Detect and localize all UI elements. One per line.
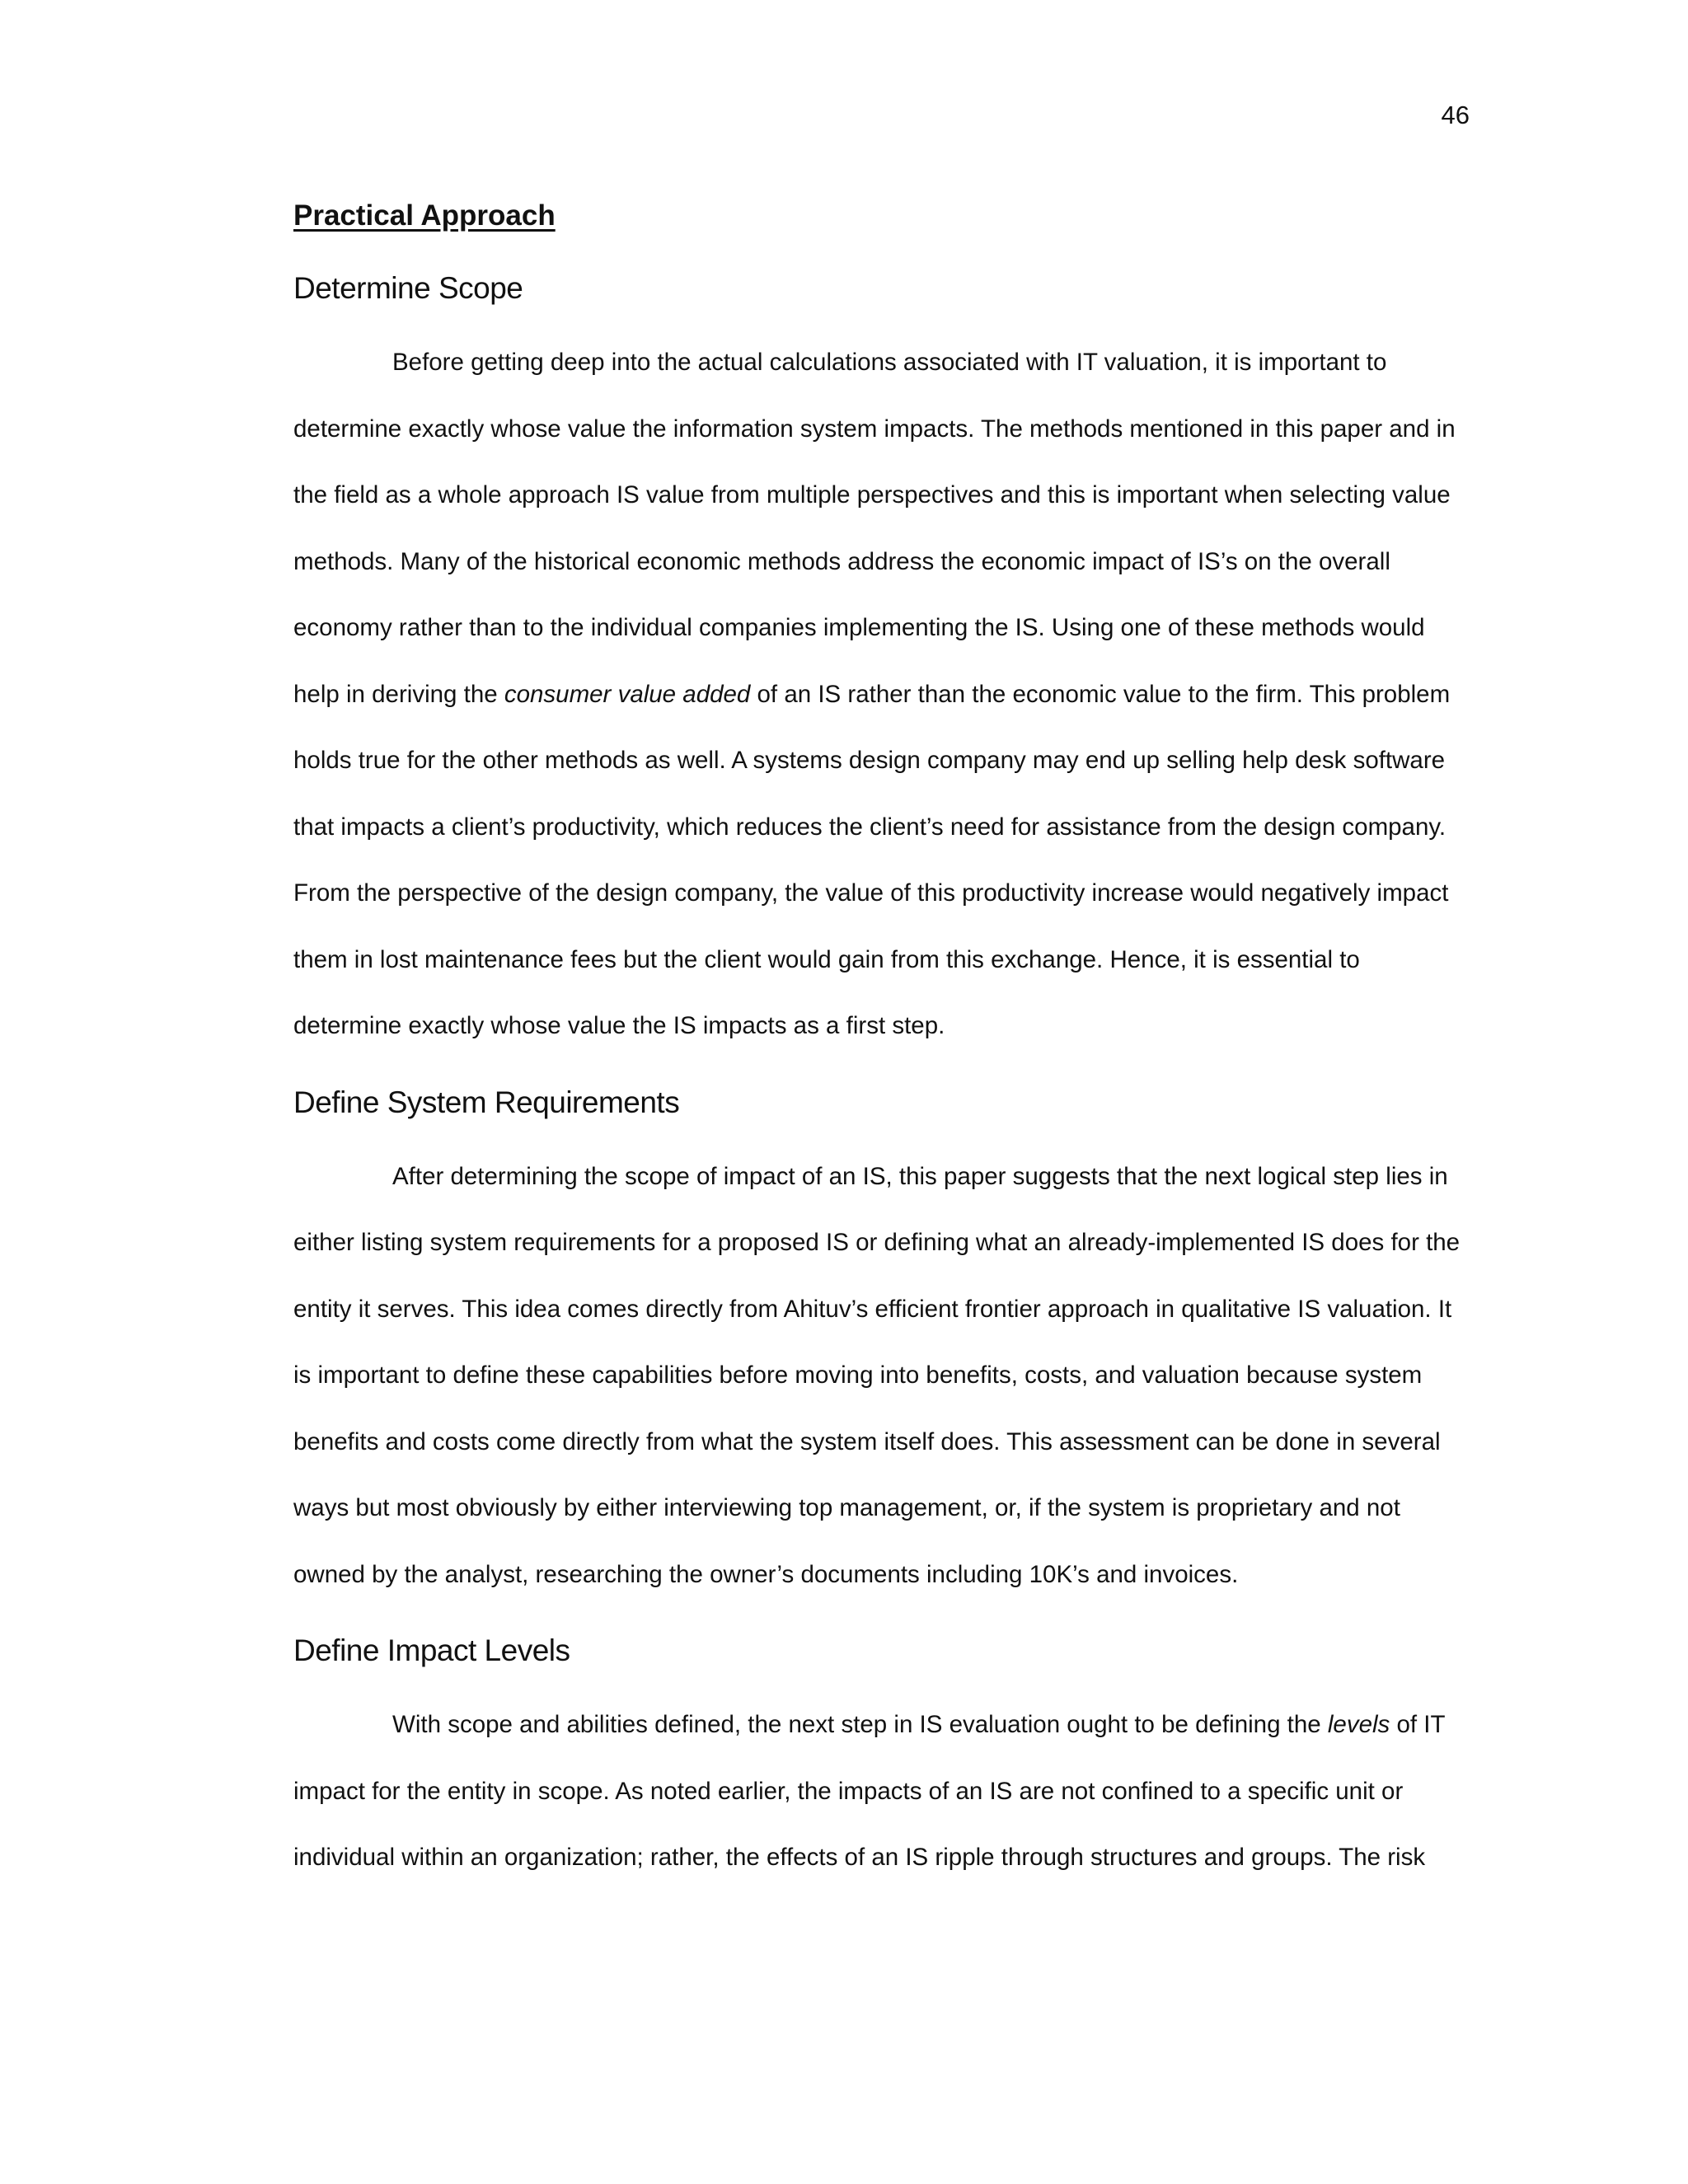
- section-spacer: [293, 1060, 1469, 1083]
- paragraph-define-system-requirements: After determining the scope of impact of an IS, this paper suggests that the next logical step lies in either listing system requirements for a proposed IS or defining what an already-implemented IS does for the entity it serves. This idea comes directly from Ahituv’s efficient frontier approach in qualitative IS valuation. It is important to define these capabilities before moving into benefits, costs, and valuation because system benefits and costs come directly from what the system itself does. This assessment can be done in several ways but most obviously by either interviewing top management, or, if the system is proprietary and not owned by the analyst, researching the owner’s documents including 10K’s and invoices.: [293, 1162, 1461, 1588]
- section-heading-define-impact-levels: Define Impact Levels: [293, 1633, 570, 1667]
- emphasized-text: levels: [1327, 1711, 1390, 1738]
- page-number: 46: [1441, 101, 1470, 129]
- document-body: [293, 196, 1469, 1891]
- paragraph-text: Before getting deep into the actual calculations associated with IT valuation, it is important to determine exactly whose value the information system impacts. The methods mentioned in this paper and in the field as a whole approach IS value from multiple perspectives and this is important when selecting value methods. Many of the historical economic methods address the economic impact of IS’s on the overall economy rather than to the individual companies implementing the IS. Using one of these methods would help in deriving the: [293, 349, 1456, 708]
- paragraph-text: of IT impact for the entity in scope. As noted earlier, the impacts of an IS are not confined to a specific unit or individual within an organization; rather, the effects of an IS ripple through structures and groups. The risk: [293, 1711, 1445, 1871]
- emphasized-text: consumer value added: [504, 680, 751, 708]
- section-spacer: [293, 1608, 1469, 1631]
- section-heading-determine-scope: Determine Scope: [293, 271, 523, 305]
- paragraph-text: With scope and abilities defined, the next step in IS evaluation ought to be defining the: [392, 1711, 1328, 1738]
- paragraph-determine-scope: [293, 330, 1469, 1060]
- paragraph-define-impact-levels: [293, 1692, 1469, 1891]
- section-heading-define-system-requirements: Define System Requirements: [293, 1085, 680, 1119]
- paragraph-text: of an IS rather than the economic value to the firm. This problem holds true for the other methods as well. A systems design company may end up selling help desk software that impacts a client’s productivity, which reduces the client’s need for assistance from the design company. From the perspective of the design company, the value of this productivity increase would negatively impact them in lost maintenance fees but the client would gain from this exchange. Hence, it is essential to determine exactly whose value the IS impacts as a first step.: [293, 680, 1451, 1039]
- document-title: Practical Approach: [293, 199, 556, 232]
